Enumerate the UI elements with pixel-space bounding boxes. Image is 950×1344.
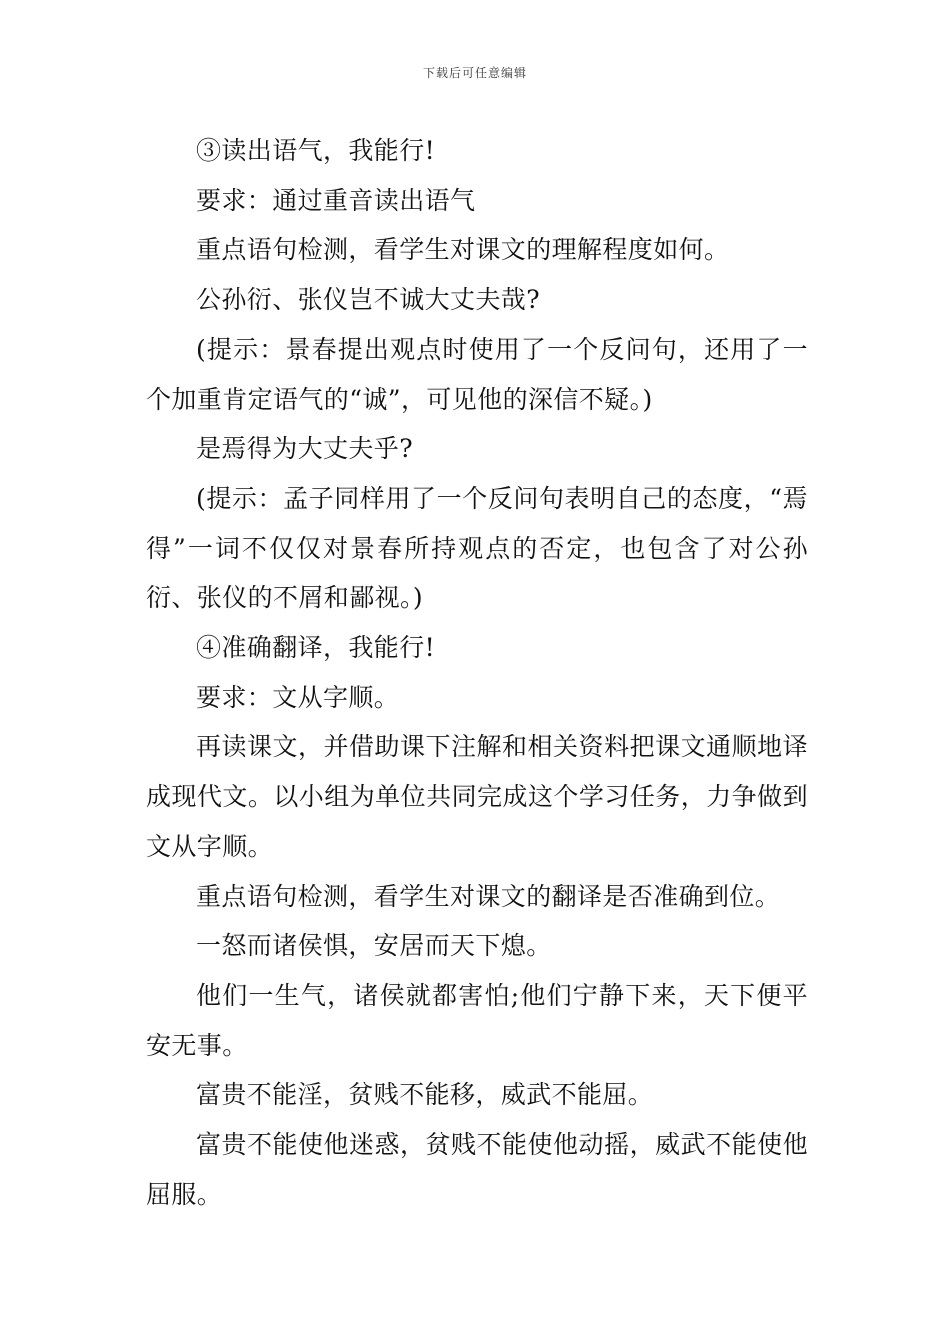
paragraph-translation-heading: ④准确翻译，我能行!	[196, 633, 436, 663]
paragraph-quote-yande: 是焉得为大丈夫乎?	[196, 434, 414, 464]
paragraph-hint-mencius: (提示：孟子同样用了一个反问句表明自己的态度，“焉得”一词不仅仅对景春所持观点的否定，也包含了对公孙衍、张仪的不屑和鄙视。)	[146, 483, 808, 613]
document-body	[146, 126, 808, 1219]
paragraph-translation-check: 重点语句检测，看学生对课文的翻译是否准确到位。	[196, 881, 781, 911]
paragraph-comprehension-check: 重点语句检测，看学生对课文的理解程度如何。	[196, 235, 730, 265]
paragraph-translation-anger: 他们一生气，诸侯就都害怕;他们宁静下来，天下便平安无事。	[146, 980, 808, 1060]
paragraph-quote-gongsun: 公孙衍、张仪岂不诚大丈夫哉?	[196, 285, 541, 315]
paragraph-reading-requirement: 要求：通过重音读出语气	[196, 185, 476, 215]
paragraph-reading-tone-heading: ③读出语气，我能行!	[196, 136, 436, 165]
paragraph-reread-instruction: 再读课文，并借助课下注解和相关资料把课文通顺地译成现代文。以小组为单位共同完成这个学习任务，力争做到文从字顺。	[146, 732, 808, 861]
paragraph-translation-wealth: 富贵不能使他迷惑，贫贱不能使他动摇，威武不能使他屈服。	[146, 1130, 808, 1209]
paragraph-translation-requirement: 要求：文从字顺。	[196, 682, 400, 712]
page-header: 下载后可任意编辑	[422, 66, 527, 80]
paragraph-hint-jingchun: (提示：景春提出观点时使用了一个反问句，还用了一个加重肯定语气的“诚”，可见他的深信不疑。)	[146, 334, 808, 414]
paragraph-quote-anger: 一怒而诸侯惧，安居而天下熄。	[196, 931, 552, 961]
paragraph-quote-wealth: 富贵不能淫，贫贱不能移，威武不能屈。	[196, 1080, 654, 1110]
